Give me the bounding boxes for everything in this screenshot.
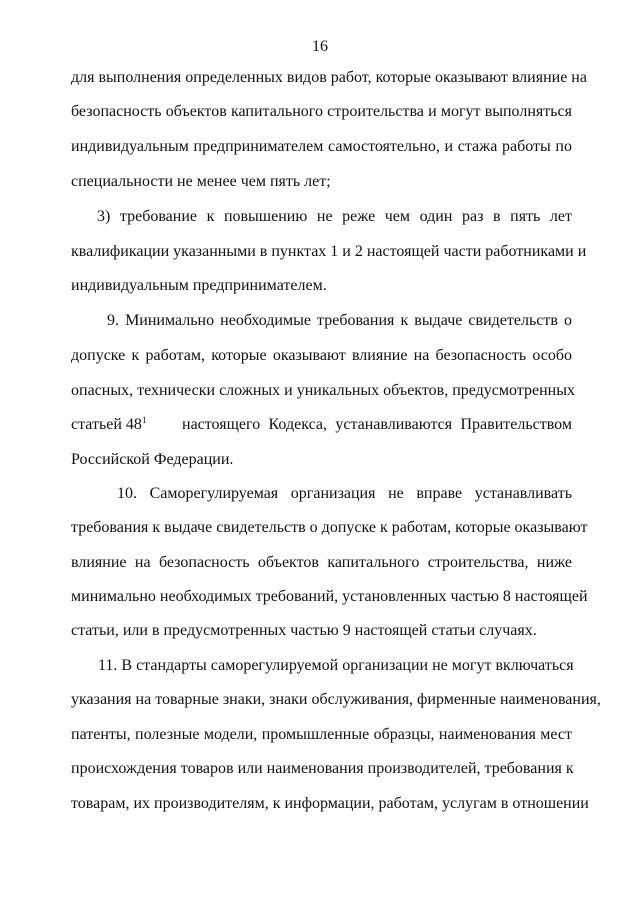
text-line: допуске к работам, которые оказывают влияние на безопасность особо: [71, 347, 572, 364]
paragraph-11-start: 11. В стандарты саморегулируемой организации не могут включаться: [98, 657, 574, 674]
text-line: требования к выдаче свидетельств о допуске к работам, которые оказывают: [71, 519, 588, 536]
paragraph-3-start: 3) требование к повышению не реже чем один раз в пять лет: [97, 208, 572, 225]
superscript: 1: [141, 415, 147, 425]
text-line: [71, 415, 572, 435]
text-line: квалификации указанными в пунктах 1 и 2 настоящей части работниками и: [71, 243, 587, 260]
paragraph-9-start: 9. Минимально необходимые требования к выдаче свидетельств о: [107, 312, 572, 329]
text-line: индивидуальным предпринимателем самостоятельно, и стажа работы по: [71, 138, 572, 155]
text-line: опасных, технически сложных и уникальных объектов, предусмотренных: [71, 382, 575, 399]
text-fragment: [182, 415, 572, 435]
text-line: происхождения товаров или наименования производителей, требования к: [71, 760, 574, 777]
word: Правительством: [460, 416, 572, 433]
text-line: патенты, полезные модели, промышленные образцы, наименования мест: [71, 726, 572, 743]
text-line: влияние на безопасность объектов капитального строительства, ниже: [71, 554, 572, 571]
paragraph-10-start: 10. Саморегулируемая организация не вправе устанавливать: [117, 485, 572, 502]
text-line: Российской Федерации.: [71, 451, 234, 468]
text-fragment: статьей $48^1$: [71, 415, 147, 433]
text-line: индивидуальным предпринимателем.: [71, 277, 327, 294]
text-line: специальности не менее чем пять лет;: [71, 173, 331, 190]
text-line: для выполнения определенных видов работ, которые оказывают влияние на: [71, 69, 587, 86]
text-line: минимально необходимых требований, установленных частью 8 настоящей: [71, 588, 588, 605]
text-line: товарам, их производителям, к информации, работам, услугам в отношении: [71, 795, 589, 812]
text-line: указания на товарные знаки, знаки обслуживания, фирменные наименования,: [71, 691, 601, 708]
text-line: безопасность объектов капитального строительства и могут выполняться: [71, 103, 572, 120]
word: устанавливаются: [335, 416, 453, 433]
page-number: 16: [312, 38, 328, 55]
text-line: статьи, или в предусмотренных частью 9 настоящей статьи случаях.: [71, 622, 537, 639]
word: Кодекса,: [268, 416, 327, 433]
word: настоящего: [182, 416, 261, 433]
